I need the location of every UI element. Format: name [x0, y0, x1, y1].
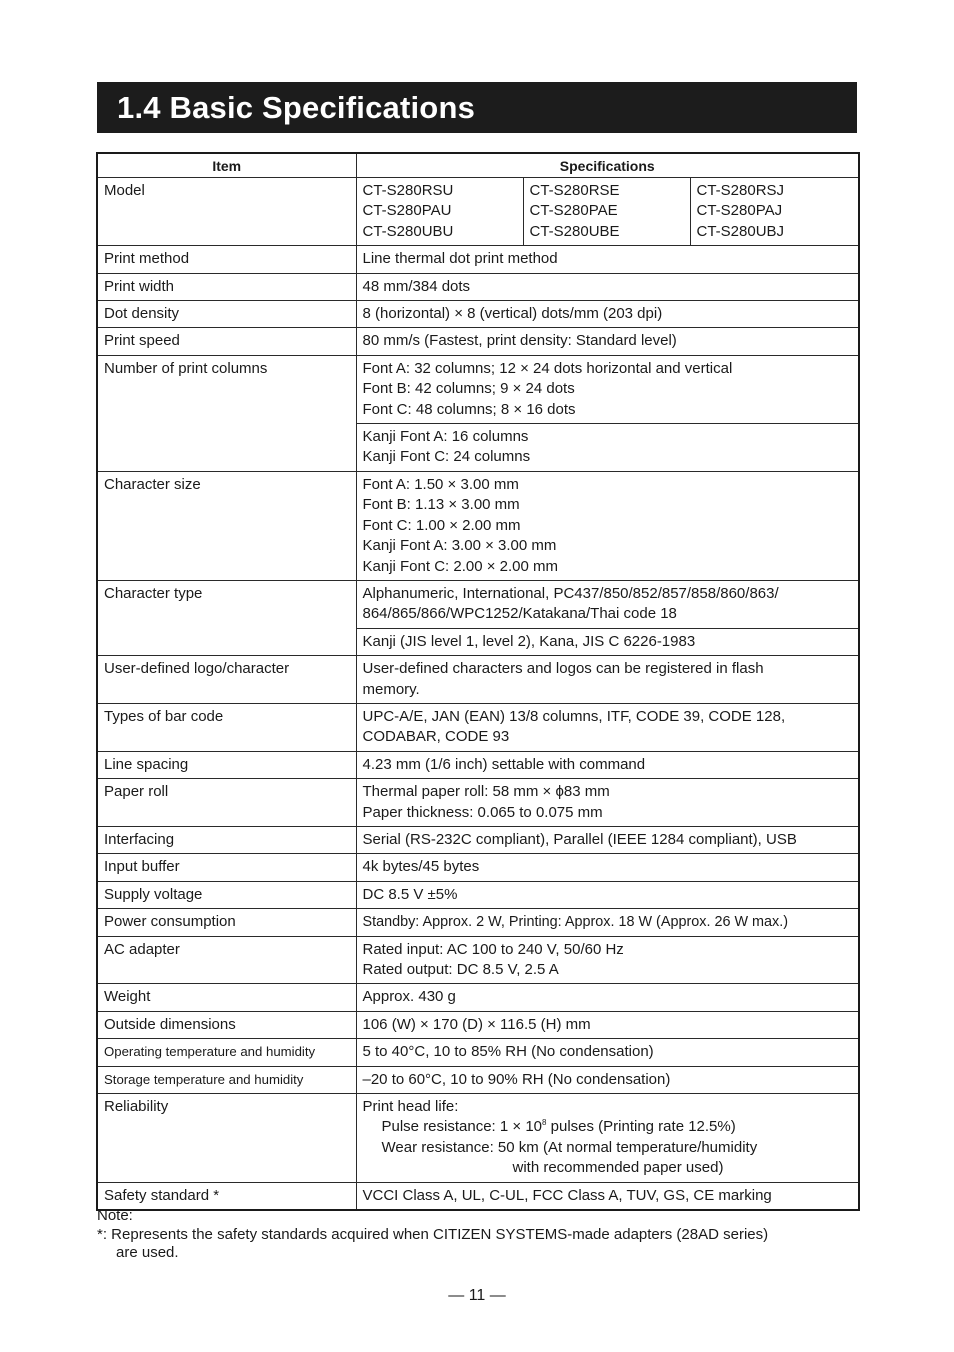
- model-col-2: [523, 178, 690, 246]
- row-label: User-defined logo/character: [97, 656, 356, 704]
- model-name: CT-S280UBE: [529, 222, 620, 240]
- table-row: [97, 656, 859, 704]
- row-label: Weight: [97, 984, 356, 1011]
- pulse-text: Pulse resistance: 1 × 10: [381, 1118, 543, 1136]
- model-name: CT-S280UBU: [362, 222, 454, 240]
- row-value: [356, 656, 859, 704]
- table-row: [97, 301, 859, 328]
- table-row: [97, 703, 859, 751]
- header-row: [97, 153, 859, 178]
- section-title-bar: [97, 82, 857, 133]
- value-line: Print head life:: [362, 1098, 459, 1116]
- model-name: CT-S280PAU: [362, 202, 452, 220]
- table-row: [97, 1039, 859, 1066]
- row-label: AC adapter: [97, 936, 356, 984]
- table-row: [97, 936, 859, 984]
- table-row: [97, 909, 859, 936]
- value-line: Kanji Font C: 2.00 × 2.00 mm: [362, 557, 559, 575]
- table-row: [97, 580, 859, 628]
- row-value: [356, 779, 859, 827]
- row-value: –20 to 60°C, 10 to 90% RH (No condensation): [356, 1066, 859, 1093]
- value-line: Rated input: AC 100 to 240 V, 50/60 Hz: [362, 940, 624, 958]
- row-value: [356, 1094, 859, 1183]
- table-row: [97, 471, 859, 580]
- model-col-1: [356, 178, 523, 246]
- row-label: Operating temperature and humidity: [97, 1039, 356, 1066]
- table-row: [97, 881, 859, 908]
- row-label: Number of print columns: [97, 355, 356, 471]
- row-label: Supply voltage: [97, 881, 356, 908]
- table-row: [97, 1011, 859, 1038]
- value-line: Font A: 1.50 × 3.00 mm: [362, 475, 519, 493]
- row-value: Line thermal dot print method: [356, 246, 859, 273]
- row-label: Print speed: [97, 328, 356, 355]
- note-line: are used.: [116, 1244, 179, 1261]
- row-label: Dot density: [97, 301, 356, 328]
- row-label: Power consumption: [97, 909, 356, 936]
- row-label: Interfacing: [97, 826, 356, 853]
- header-item: Item: [97, 153, 356, 178]
- row-label: Line spacing: [97, 751, 356, 778]
- table-row: [97, 854, 859, 881]
- footnote: [97, 1207, 867, 1263]
- value-line: Font B: 42 columns; 9 × 24 dots: [362, 380, 575, 398]
- row-label: Print method: [97, 246, 356, 273]
- value-line: Font C: 1.00 × 2.00 mm: [362, 516, 521, 534]
- row-value: Serial (RS-232C compliant), Parallel (IEEE 1284 compliant), USB: [356, 826, 859, 853]
- value-line: Kanji Font A: 16 columns: [362, 428, 529, 446]
- value-line: Font B: 1.13 × 3.00 mm: [362, 496, 520, 514]
- value-line: Alphanumeric, International, PC437/850/852/857/858/860/863/: [362, 584, 779, 602]
- row-value: [356, 580, 859, 628]
- row-label: Storage temperature and humidity: [97, 1066, 356, 1093]
- value-line: Font A: 32 columns; 12 × 24 dots horizontal and vertical: [362, 359, 733, 377]
- value-line: Rated output: DC 8.5 V, 2.5 A: [362, 961, 559, 978]
- row-value: [356, 703, 859, 751]
- model-name: CT-S280RSU: [362, 182, 454, 199]
- row-value: Kanji (JIS level 1, level 2), Kana, JIS C 6226-1983: [356, 628, 859, 655]
- value-line: memory.: [362, 680, 420, 698]
- model-name: CT-S280PAE: [529, 202, 618, 220]
- model-name: CT-S280UBJ: [696, 222, 785, 240]
- value-line: Kanji Font A: 3.00 × 3.00 mm: [362, 537, 557, 555]
- model-col-3: [690, 178, 859, 246]
- table-row: [97, 751, 859, 778]
- row-label: Character size: [97, 471, 356, 580]
- spec-table: [96, 152, 860, 1211]
- row-label: Print width: [97, 273, 356, 300]
- row-value: Approx. 430 g: [356, 984, 859, 1011]
- value-line: Font C: 48 columns; 8 × 16 dots: [362, 400, 576, 418]
- table-row: [97, 246, 859, 273]
- row-value: 4k bytes/45 bytes: [356, 854, 859, 881]
- table-row: [97, 1182, 859, 1210]
- row-label: Types of bar code: [97, 703, 356, 751]
- table-row: [97, 779, 859, 827]
- row-label: Outside dimensions: [97, 1011, 356, 1038]
- table-row: [97, 355, 859, 423]
- value-line: with recommended paper used): [512, 1159, 724, 1177]
- header-specifications: Specifications: [356, 153, 859, 178]
- value-line: Paper thickness: 0.065 to 0.075 mm: [362, 803, 603, 821]
- pulse-exponent: 8: [542, 1118, 547, 1128]
- row-value: [356, 424, 859, 472]
- table-row: [97, 826, 859, 853]
- row-label: Paper roll: [97, 779, 356, 827]
- note-line: *: Represents the safety standards acquired when CITIZEN SYSTEMS-made adapters (28AD series): [97, 1225, 769, 1243]
- table-row: [97, 328, 859, 355]
- row-value: 48 mm/384 dots: [356, 273, 859, 300]
- row-label: Input buffer: [97, 854, 356, 881]
- model-name: CT-S280PAJ: [696, 202, 783, 220]
- table-row: [97, 273, 859, 300]
- value-line: CODABAR, CODE 93: [362, 728, 510, 746]
- page-title: 1.4 Basic Specifications: [117, 90, 476, 125]
- page-number: — 11 —: [448, 1287, 506, 1304]
- model-name: CT-S280RSJ: [696, 182, 785, 199]
- row-value: 4.23 mm (1/6 inch) settable with command: [356, 751, 859, 778]
- value-line: User-defined characters and logos can be registered in flash: [362, 660, 764, 678]
- row-value: 106 (W) × 170 (D) × 116.5 (H) mm: [356, 1011, 859, 1038]
- row-label: Safety standard *: [97, 1182, 356, 1210]
- value-line: Thermal paper roll: 58 mm × ϕ83 mm: [362, 783, 610, 801]
- row-value: [356, 471, 859, 580]
- value-line: 864/865/866/WPC1252/Katakana/Thai code 18: [362, 605, 677, 623]
- table-row: [97, 1066, 859, 1093]
- row-value: [356, 355, 859, 423]
- value-line: UPC-A/E, JAN (EAN) 13/8 columns, ITF, CODE 39, CODE 128,: [362, 707, 786, 725]
- row-value: 80 mm/s (Fastest, print density: Standard level): [356, 328, 859, 355]
- row-value: 5 to 40°C, 10 to 85% RH (No condensation): [356, 1039, 859, 1066]
- note-label: Note:: [97, 1207, 133, 1224]
- pulse-text-end: pulses (Printing rate 12.5%): [546, 1118, 736, 1136]
- row-label: Reliability: [97, 1094, 356, 1183]
- table-row: [97, 1094, 859, 1183]
- pulse-resistance-line: [363, 1117, 853, 1137]
- row-value: VCCI Class A, UL, C-UL, FCC Class A, TUV, GS, CE marking: [356, 1182, 859, 1210]
- table-row: [97, 178, 859, 246]
- row-label: Model: [97, 178, 356, 246]
- value-line: Kanji Font C: 24 columns: [362, 448, 531, 466]
- row-value: Standby: Approx. 2 W, Printing: Approx. 18 W (Approx. 26 W max.): [356, 909, 859, 936]
- row-value: [356, 936, 859, 984]
- value-line: Wear resistance: 50 km (At normal temperature/humidity: [381, 1138, 758, 1156]
- row-value: 8 (horizontal) × 8 (vertical) dots/mm (203 dpi): [356, 301, 859, 328]
- table-row: [97, 984, 859, 1011]
- row-value: DC 8.5 V ±5%: [356, 881, 859, 908]
- model-name: CT-S280RSE: [529, 182, 620, 199]
- row-label: Character type: [97, 580, 356, 655]
